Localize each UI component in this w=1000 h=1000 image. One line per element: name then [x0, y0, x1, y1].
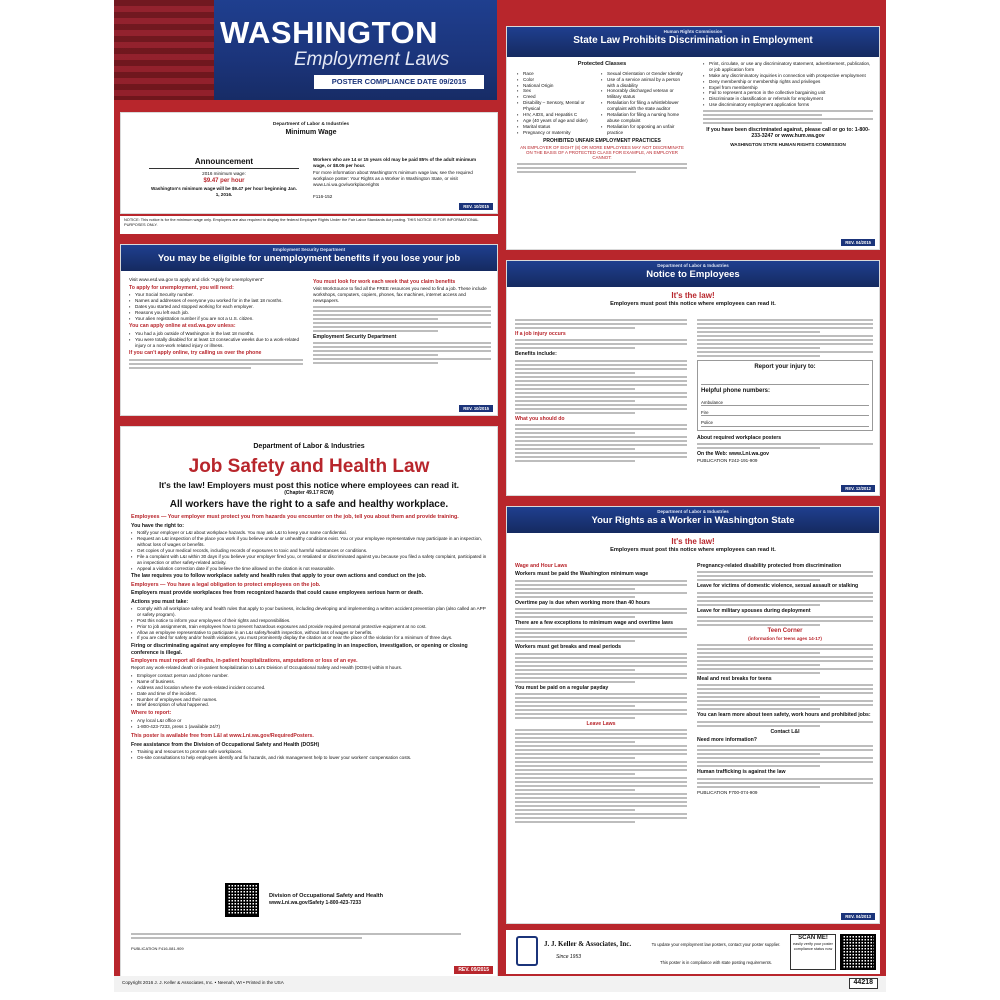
min-wage-notice: NOTICE: This notice is for the minimum wage only. Employers are also required to display the federal Employee Rights Under the Fair Labor Standards Act posting. THIS NOTICE IS FOR INFORMATIONAL PURPOSES ONLY.: [120, 216, 498, 234]
benefits-heading: Benefits include:: [515, 351, 557, 358]
where-list: [131, 718, 487, 730]
list-item: ▪ Sex: [517, 88, 601, 94]
list-item: ▪ HIV, AIDS, and Hepatitis C: [517, 112, 601, 118]
prohibited-heading: PROHIBITED UNFAIR EMPLOYMENT PRACTICES: [543, 138, 661, 145]
list-item: ▪ Allow an employee representative to participate in an L&I safety/health inspection, without loss of wages or benefits.: [131, 630, 487, 636]
min-wage-title: Minimum Wage: [285, 129, 337, 136]
compliance-date: POSTER COMPLIANCE DATE 09/2015: [314, 75, 484, 89]
poster-header: [114, 0, 497, 100]
list-item: ▪ Any local L&I office or: [131, 718, 487, 724]
rights-agency: Department of Labor & Industries: [657, 509, 729, 514]
update-text: To update your employment law posters, contact your poster supplier.: [651, 942, 781, 947]
safety-rev: REV. 09/2015: [454, 966, 493, 974]
dv-leave-text: [697, 592, 873, 606]
state-title: WASHINGTON: [220, 15, 438, 50]
notice-panel: [506, 260, 880, 496]
prohibited-right-list: [703, 61, 873, 108]
actions-heading: Actions you must take:: [131, 598, 189, 605]
look-text: Visit WorkSource to find all the FREE resources you need to find a job. These include workshops, computers, copiers, phones, fax machines, internet access and newspapers.: [313, 286, 487, 303]
scan-sub: easily verify your poster compliance status now: [793, 942, 833, 951]
wage-hour-heading: Wage and Hour Laws: [515, 563, 568, 569]
free-assistance-heading: Free assistance from the Division of Occupational Safety and Health (DOSH): [131, 741, 320, 748]
list-item: ▪ Expel from membership: [703, 85, 873, 91]
where-heading: Where to report:: [131, 710, 172, 717]
teen-corner-heading: Teen Corner: [767, 628, 803, 635]
list-item: ▪ Retaliation for filing a nursing home abuse complaint: [601, 112, 685, 124]
list-item: ▪ Color: [517, 77, 601, 83]
unemployment-agency: Employment Security Department: [272, 247, 346, 252]
contact-li-heading: Contact L&I: [770, 728, 800, 735]
phone-heading: If you can't apply online, try calling us over the phone: [129, 350, 262, 357]
list-item: ▪ Dates you started and stopped working for each employer.: [129, 304, 303, 310]
have-right-heading: You have the right to:: [131, 522, 184, 529]
law-requires: The law requires you to follow workplace safety and health rules that apply to your own actions and conduct on the job.: [131, 573, 427, 580]
military-leave-heading: Leave for military spouses during deployment: [697, 607, 811, 614]
report-text: Report any work-related death or in-patient hospitalization to L&I's Division of Occupational Safety and Health (DOSH) within 8 hours.: [131, 665, 403, 671]
apply-heading: To apply for unemployment, you will need:: [129, 284, 234, 291]
notice-intro: [515, 319, 687, 329]
unemployment-panel: [120, 244, 498, 416]
notice-pub: PUBLICATION F242-191-909: [697, 458, 758, 464]
posters-heading: About required workplace posters: [697, 434, 782, 441]
discrimination-questions: If you have been discriminated against, please call or go to: 1-800-233-3247 or www.hum.wa.gov: [706, 127, 870, 140]
apply-list: [129, 292, 303, 321]
report-blank: [701, 371, 869, 385]
report-list: [131, 673, 487, 708]
list-item: ▪ Honorably discharged veteran or Military status: [601, 88, 685, 100]
hrc-agency: Human Rights Commission: [663, 29, 723, 34]
teen-learn-more: You can learn more about teen safety, work hours and prohibited jobs:: [697, 712, 871, 719]
list-item: ▪ On-site consultations to help employers identify and fix hazards, and risk management help to lower your workers' compensation costs.: [131, 755, 487, 761]
keller-logo-icon: [516, 936, 538, 966]
pregnancy-text: [697, 571, 873, 581]
military-leave-text: [697, 616, 873, 626]
look-heading: You must look for work each week that you claim benefits: [313, 279, 456, 285]
safety-banner: All workers have the right to a safe and healthy workplace.: [169, 499, 449, 511]
leave-text: [515, 729, 687, 823]
announcement-heading: Announcement: [149, 157, 299, 169]
actions-list: [131, 606, 487, 641]
teen-text: [697, 644, 873, 674]
dosh-name: Division of Occupational Safety and Health: [269, 893, 384, 899]
list-item: ▪ You had a job outside of Washington in the last 18 months.: [129, 331, 303, 337]
discrimination-band: [507, 27, 879, 57]
min-wage-rights-text: [515, 580, 687, 598]
list-item: ▪ Reasons you left each job.: [129, 310, 303, 316]
list-item: ▪ Creed: [517, 94, 601, 100]
safety-pub: PUBLICATION F416-081-909: [131, 946, 184, 951]
police-line: Police: [701, 420, 869, 426]
todo-text: [515, 424, 687, 462]
dv-leave-heading: Leave for victims of domestic violence, sexual assault or stalking: [697, 583, 859, 590]
agency-practices-text: [703, 110, 873, 124]
list-item: ▪ Request an L&I inspection of the place you work if you believe unsafe or unhealthy conditions exist. You or your employee representative may participate in an inspection, without loss of wages or benefits.: [131, 536, 487, 548]
list-item: ▪ Use of a service animal by a person with a disability: [601, 77, 685, 89]
unemployment-title: You may be eligible for unemployment benefits if you lose your job: [157, 253, 461, 265]
list-item: ▪ Get copies of your medical records, including records of exposures to toxic and harmful substances or conditions.: [131, 548, 487, 554]
posters-text: [697, 443, 873, 449]
report-box: [697, 360, 873, 431]
list-item: ▪ Print, circulate, or use any discriminatory statement, advertisement, publication, or job application form: [703, 61, 873, 73]
list-item: ▪ Disability – Sensory, Mental or Physical: [517, 100, 601, 112]
safety-title: Job Safety and Health Law: [188, 455, 430, 477]
rights-rev: REV. 04/2013: [841, 913, 875, 920]
hrc-name: WASHINGTON STATE HUMAN RIGHTS COMMISSION: [730, 141, 846, 147]
list-item: ▪ Sexual Orientation or Gender Identity: [601, 71, 685, 77]
payday-heading: You must be paid on a regular payday: [515, 684, 609, 691]
list-item: ▪ Retaliation for filing a whistleblower complaint with the state auditor: [601, 100, 685, 112]
min-wage-amount: $9.47 per hour: [203, 178, 245, 185]
trafficking-text: [697, 778, 873, 788]
safety-subtitle: It's the law! Employers must post this notice where employees can read it.: [158, 479, 460, 490]
list-item: ▪ Prior to job assignments, train employees how to prevent hazardous exposures and provide required personal protective equipment at no cost.: [131, 624, 487, 630]
list-item: ▪ 1-800-423-7233, press 1 (available 24/7): [131, 724, 487, 730]
teen-breaks-heading: Meal and rest breaks for teens: [697, 675, 772, 682]
job-safety-panel: [120, 426, 498, 978]
classes-left-list: [517, 71, 601, 136]
rights-band: [507, 507, 879, 533]
list-item: ▪ File a complaint with L&I within 30 days if you believe your employer fired you, or retaliated or discriminated against you because you filed a safety complaint, participated in an inspection or other safety-related activity.: [131, 554, 487, 566]
notice-web: On the Web: www.Lni.wa.gov: [697, 451, 770, 458]
classes-right-list: [601, 71, 685, 136]
more-info-heading: Need more information?: [697, 736, 757, 743]
list-item: ▪ Employer contact person and phone number.: [131, 673, 487, 679]
dosh-contact: www.Lni.wa.gov/Safety 1-800-423-7233: [269, 899, 362, 906]
min-wage-agency: Department of Labor & Industries: [272, 122, 350, 127]
esd-name: Employment Security Department: [313, 333, 397, 340]
flag-graphic: [114, 0, 214, 100]
list-item: ▪ Marital status: [517, 124, 601, 130]
list-item: ▪ Appeal a violation correction date if you believe the time allowed on the citation is not reasonable.: [131, 566, 487, 572]
employers-heading: Employers — You have a legal obligation to protect employees on the job.: [131, 581, 321, 588]
discrimination-rev: REV. 04/2015: [841, 239, 875, 246]
rights-list: [131, 530, 487, 571]
safety-agency: Department of Labor & Industries: [253, 443, 365, 450]
rights-pub: PUBLICATION F700-074-909: [697, 789, 758, 795]
list-item: ▪ Race: [517, 71, 601, 77]
list-item: ▪ Date and time of the incident.: [131, 691, 487, 697]
discrimination-title: State Law Prohibits Discrimination in Employment: [573, 35, 813, 47]
report-injury-to: Report your injury to:: [754, 364, 816, 370]
firing-text: Firing or discriminating against any employee for filing a complaint or participating in an inspection, investigation, or opening or closing conference is illegal.: [131, 643, 468, 656]
scan-qr-icon: [840, 934, 876, 970]
notice-title: Notice to Employees: [646, 269, 740, 281]
poster: [114, 0, 886, 992]
min-wage-more-info: For more information about Washington's minimum wage law, see the required workplace poster: Your Rights as a Worker in Washington State, or visit www.Lni.wa.gov/workplacerights: [313, 170, 473, 187]
list-item: ▪ Number of employees and their names.: [131, 697, 487, 703]
online-list: [129, 331, 303, 349]
scan-box: [790, 934, 836, 970]
list-item: ▪ Deny membership or membership rights and privileges: [703, 79, 873, 85]
notice-law: It's the law!: [671, 291, 715, 300]
min-wage-year-line: 2016 minimum wage:: [202, 170, 246, 176]
safety-footnote: [131, 931, 461, 941]
list-item: ▪ Discriminate in classification or referrals for employment: [703, 96, 873, 102]
publisher-since: Since 1953: [556, 954, 582, 960]
teen-corner-sub: (information for teens ages 14-17): [748, 636, 822, 642]
todo-heading: What you should do: [515, 415, 565, 422]
poster-subtitle: Employment Laws: [294, 49, 450, 70]
unemployment-phone-text: [129, 359, 303, 369]
exceptions-text: [515, 628, 687, 642]
list-item: ▪ Post this notice to inform your employees of their rights and responsibilities.: [131, 618, 487, 624]
list-item: ▪ If you are cited for safety and/or health violations, you must prominently display the citation at or near the place of the violation for a minimum of three days.: [131, 635, 487, 641]
notice-right-text: [697, 319, 873, 357]
list-item: ▪ Notify your employer or L&I about workplace hazards. You may ask L&I to keep your name confidential.: [131, 530, 487, 536]
esd-text: [313, 342, 491, 364]
overtime-heading: Overtime pay is due when working more than 40 hours: [515, 599, 650, 606]
protected-classes-heading: Protected Classes: [577, 61, 627, 67]
benefits-text: [515, 360, 687, 414]
minimum-wage-panel: [120, 112, 498, 214]
notice-rev: REV. 12/2012: [841, 485, 875, 492]
unemployment-rev: REV. 10/2015: [459, 405, 493, 412]
prohibited-list: [517, 163, 687, 173]
more-info-text: [697, 745, 873, 767]
publisher-name: J. J. Keller & Associates, Inc.: [544, 940, 632, 948]
list-item: ▪ Age (40 years of age and older): [517, 118, 601, 124]
safety-chapter: (Chapter 49.17 RCW): [284, 490, 334, 497]
list-item: ▪ Make any discriminatory inquiries in connection with prospective employment: [703, 73, 873, 79]
rights-sub: Employers must post this notice where employees can read it.: [610, 546, 776, 553]
fire-line: Fire: [701, 410, 869, 416]
list-item: ▪ National Origin: [517, 83, 601, 89]
min-wage-code: F116-152: [313, 193, 333, 199]
employer-may-not: AN EMPLOYER OF EIGHT (8) OR MORE EMPLOYEES MAY NOT DISCRIMINATE ON THE BASIS OF A PROTECTED CLASS FOR EXAMPLE, AN EMPLOYER CANNOT:: [520, 144, 684, 161]
notice-agency: Department of Labor & Industries: [657, 263, 729, 268]
look-more-text: [313, 306, 491, 332]
rights-law: It's the law!: [671, 537, 715, 546]
publisher-strip: [506, 930, 880, 974]
rights-title: Your Rights as a Worker in Washington State: [591, 515, 795, 527]
notice-sub: Employers must post this notice where employees can read it.: [610, 300, 776, 307]
report-heading: Employers must report all deaths, in-patient hospitalizations, amputations or loss of an eye.: [131, 657, 358, 664]
compliance-text: This poster is in compliance with state posting requirements.: [660, 960, 772, 965]
min-wage-statement: Washington's minimum wage will be $9.47 per hour beginning Jan. 1, 2016.: [151, 185, 297, 197]
list-item: ▪ Retaliation for opposing an unfair practice: [601, 124, 685, 136]
unemployment-visit: Visit www.esd.wa.gov to apply and click "Apply for unemployment": [129, 277, 264, 282]
scan-me: SCAN ME!: [798, 935, 828, 941]
list-item: ▪ Training and resources to promote safe workplaces.: [131, 749, 487, 755]
employers-text: Employers must provide workplaces free from recognized hazards that could cause employees serious harm or death.: [131, 590, 424, 597]
list-item: ▪ Names and addresses of everyone you worked for in the last 18 months.: [129, 298, 303, 304]
teen-breaks-text: [697, 684, 873, 710]
leave-heading: Leave Laws: [586, 721, 616, 728]
injury-text: [515, 339, 687, 349]
poster-footer: [114, 976, 886, 992]
list-item: ▪ Name of business.: [131, 679, 487, 685]
teen-learn-text: [697, 721, 873, 727]
payday-text: [515, 693, 687, 719]
discrimination-panel: [506, 26, 880, 250]
min-wage-heading: Workers must be paid the Washington minimum wage: [515, 571, 649, 578]
employees-heading: Employees — Your employer must protect you from hazards you encounter on the job, tell you about them and provide training.: [131, 514, 459, 521]
available-text: This poster is available free from L&I at www.Lni.wa.gov/RequiredPosters.: [131, 733, 314, 740]
breaks-text: [515, 653, 687, 683]
list-item: ▪ Brief description of what happened.: [131, 702, 487, 708]
item-number: 44218: [849, 978, 878, 989]
injury-heading: If a job injury occurs: [515, 331, 566, 337]
copyright: Copyright 2016 J. J. Keller & Associates, Inc. • Neenah, WI • Printed in the USA: [122, 980, 284, 985]
overtime-text: [515, 608, 687, 618]
youth-wage-text: Workers who are 14 or 15 years old may be paid 85% of the adult minimum wage, or $8.05 per hour.: [313, 157, 477, 168]
list-item: ▪ Fail to represent a person in the collective bargaining unit: [703, 90, 873, 96]
list-item: ▪ Comply with all workplace safety and health rules that apply to your business, including developing and implementing a written accident prevention plan (also called an APP or safety program).: [131, 606, 487, 618]
exceptions-heading: There are a few exceptions to minimum wage and overtime laws: [515, 620, 673, 627]
list-item: ▪ You were totally disabled for at least 13 consecutive weeks due to a work-related injury or a non-work related injury or illness.: [129, 337, 303, 349]
list-item: ▪ Address and location where the work-related incident occurred.: [131, 685, 487, 691]
list-item: ▪ Your Social Security number.: [129, 292, 303, 298]
unemployment-band: [121, 245, 497, 271]
online-heading: You can apply online at esd.wa.gov unless:: [129, 323, 236, 330]
list-item: ▪ Pregnancy or maternity: [517, 130, 601, 136]
list-item: ▪ Use discriminatory employment application forms: [703, 102, 873, 108]
free-list: [131, 749, 487, 761]
worker-rights-panel: [506, 506, 880, 924]
min-wage-rev: REV. 10/2015: [459, 203, 493, 210]
notice-band: [507, 261, 879, 287]
breaks-heading: Workers must get breaks and meal periods: [515, 644, 621, 651]
ambulance-line: Ambulance: [701, 400, 869, 406]
qr-code-icon: [225, 883, 259, 917]
list-item: ▪ Your alien registration number if you are not a U.S. citizen.: [129, 316, 303, 322]
pregnancy-heading: Pregnancy-related disability protected from discrimination: [697, 563, 842, 569]
trafficking-heading: Human trafficking is against the law: [697, 769, 786, 776]
helpline-heading: Helpful phone numbers:: [701, 388, 770, 395]
